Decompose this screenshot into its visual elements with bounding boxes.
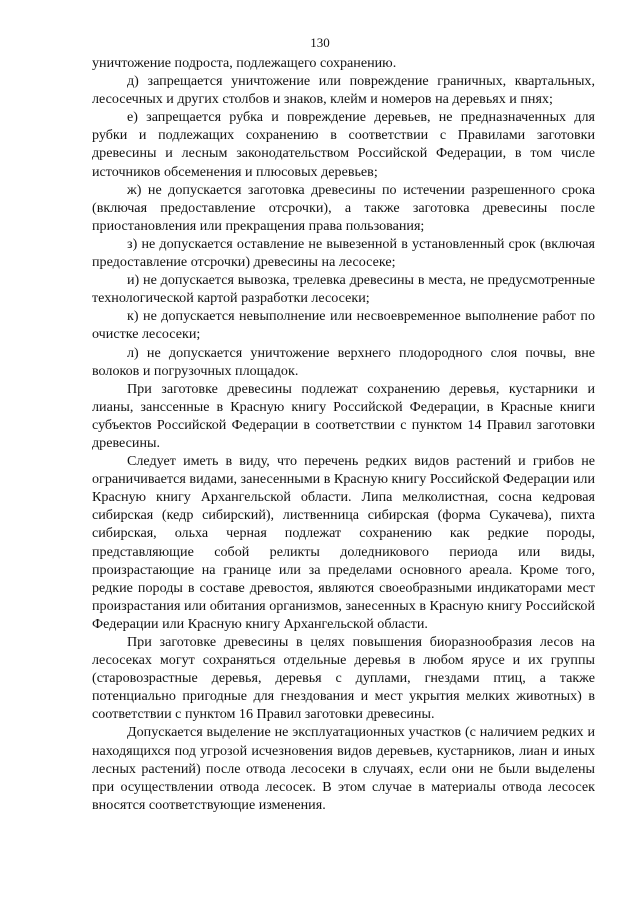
list-item-zh: ж) не допускается заготовка древесины по истечении разрешенного срока (включая предоставление отсрочки), а также заготовка древесины после приостановления или прекращения права пользования; [92, 181, 595, 234]
list-item-k: к) не допускается невыполнение или несвоевременное выполнение работ по очистке лесосеки; [92, 308, 595, 343]
list-item-l: л) не допускается уничтожение верхнего плодородного слоя почвы, вне волоков и погрузочных площадок. [92, 344, 595, 379]
page-number: 130 [310, 35, 330, 50]
list-item-i: и) не допускается вывозка, трелевка древесины в места, не предусмотренные технологической картой разработки лесосеки; [92, 272, 595, 307]
paragraph-red-book-preservation: При заготовке древесины подлежат сохранению деревья, кустарники и лианы, занссенные в Красную книгу Российской Федерации, в Красные книги субъектов Российской Федерации в соответствии с пунктом 14 Правил заготовки древесины. [92, 380, 595, 451]
list-item-d: д) запрещается уничтожение или повреждение граничных, квартальных, лесосечных и других столбов и знаков, клейм и номеров на деревьях и пнях; [92, 73, 595, 108]
paragraph-biodiversity: При заготовке древесины в целях повышения биоразнообразия лесов на лесосеках могут сохраняться отдельные деревья в любом ярусе и их группы (старовозрастные деревья, деревья с дуплами, гнездами птиц, а также потенциально пригодные для гнездования и мест укрытия мелких животных) в соответствии с пунктом 16 Правил заготовки древесины. [92, 634, 595, 723]
paragraph-non-operational-areas: Допускается выделение не эксплуатационных участков (с наличием редких и находящихся под угрозой исчезновения видов деревьев, кустарников, лиан и иных лесных растений) после отвода лесосеки в случаях, если они не были выделены при осуществлении отвода лесосек. В этом случае в материалы отвода лесосек вносятся соответствующие изменения. [92, 724, 595, 813]
list-item-e: е) запрещается рубка и повреждение деревьев, не предназначенных для рубки и подлежащих сохранению в соответствии с Правилами заготовки древесины и лесным законодательством Российской Федерации, в том числе источников обсеменения и плюсовых деревьев; [92, 109, 595, 180]
paragraph-continuation: уничтожение подроста, подлежащего сохранению. [92, 55, 397, 71]
list-item-z: з) не допускается оставление не вывезенной в установленный срок (включая предоставление отсрочки) древесины на лесосеке; [92, 235, 595, 271]
document-body [92, 54, 595, 814]
paragraph-rare-species: Следует иметь в виду, что перечень редких видов растений и грибов не ограничивается видами, занесенными в Красную книгу Российской Федерации или Красную книгу Архангельской области. Липа мелколистная, сосна кедровая сибирская (кедр сибирский), лиственница сибирская (форма Сукачева), пихта сибирская, ольха черная подлежат сохранению как редкие породы, представляющие собой реликты доледникового периода или виды, произрастающие на границе или за пределами основного ареала. Кроме того, редкие породы в составе древостоя, являются своеобразными индикаторами мест произрастания или обитания организмов, занесенных в Красную книгу Российской Федерации или Красную книгу Архангельской области. [92, 453, 595, 632]
